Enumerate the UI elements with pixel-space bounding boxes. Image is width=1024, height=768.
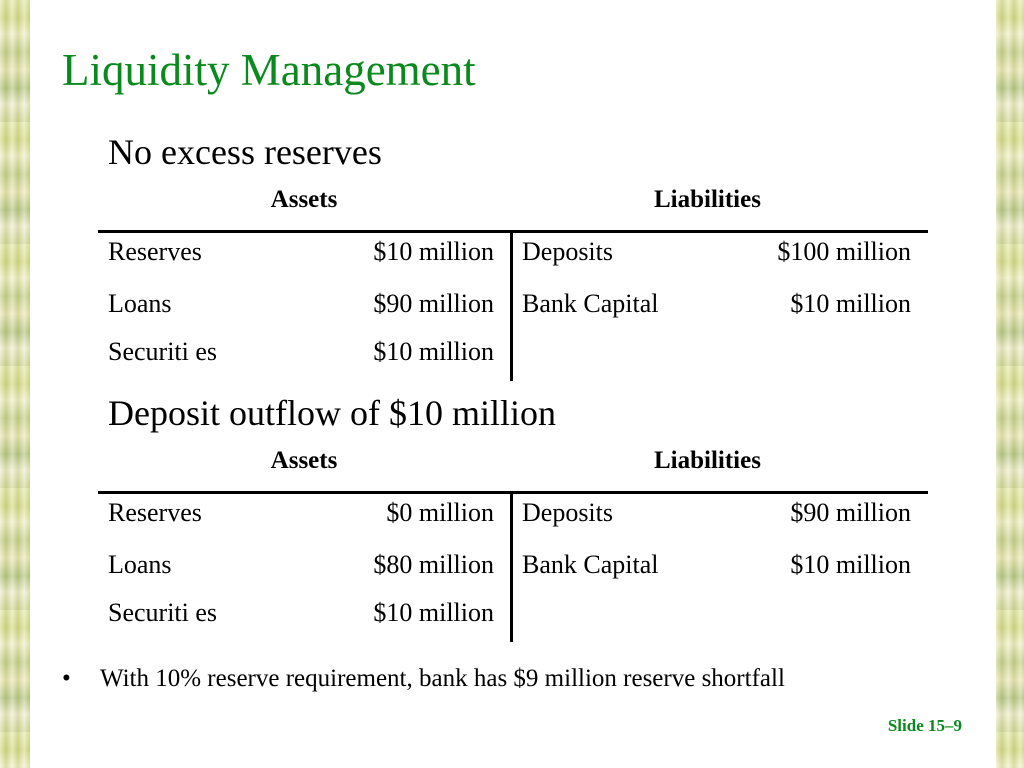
asset-label-reserves: Reserves xyxy=(108,498,202,527)
assets-header: Assets xyxy=(270,447,338,474)
bullet-text: With 10% reserve requirement, bank has $9 million reserve shortfall xyxy=(100,665,785,692)
asset-label-reserves: Reserves xyxy=(108,237,202,266)
slide-number: Slide 15–9 xyxy=(887,716,962,735)
asset-amount-reserves: $10 million xyxy=(373,237,494,266)
liability-amount-deposits: $90 million xyxy=(790,498,911,527)
liability-label-bank-capital: Bank Capital xyxy=(522,289,659,318)
asset-amount-reserves: $0 million xyxy=(386,498,494,527)
bullet-marker: • xyxy=(62,665,71,692)
t-account-vertical-rule xyxy=(510,233,513,381)
liabilities-header: Liabilities xyxy=(654,186,761,213)
t-account-body xyxy=(98,233,928,381)
t-account-deposit-outflow xyxy=(98,447,928,642)
decorative-border-right xyxy=(996,0,1024,768)
asset-amount-loans: $80 million xyxy=(373,550,494,579)
liability-label-deposits: Deposits xyxy=(522,498,613,527)
t-account-header xyxy=(98,186,928,230)
t-account-header xyxy=(98,447,928,491)
liability-amount-deposits: $100 million xyxy=(777,237,911,266)
slide-title: Liquidity Management xyxy=(62,45,476,95)
t-account-body xyxy=(98,494,928,642)
asset-label-loans: Loans xyxy=(108,550,172,579)
section-heading-no-excess-reserves: No excess reserves xyxy=(108,132,382,172)
liability-label-bank-capital: Bank Capital xyxy=(522,550,659,579)
t-account-vertical-rule xyxy=(510,494,513,642)
asset-label-securities: Securiti es xyxy=(108,337,218,366)
section-heading-deposit-outflow: Deposit outflow of $10 million xyxy=(108,393,556,433)
assets-header: Assets xyxy=(270,186,338,213)
t-account-no-excess-reserves xyxy=(98,186,928,381)
liability-label-deposits: Deposits xyxy=(522,237,613,266)
asset-label-loans: Loans xyxy=(108,289,172,318)
liability-amount-bank-capital: $10 million xyxy=(790,289,911,318)
liabilities-header: Liabilities xyxy=(654,447,761,474)
liability-amount-bank-capital: $10 million xyxy=(790,550,911,579)
asset-label-securities: Securiti es xyxy=(108,598,218,627)
decorative-border-left xyxy=(0,0,30,768)
asset-amount-securities: $10 million xyxy=(373,598,494,627)
asset-amount-securities: $10 million xyxy=(373,337,494,366)
bullet-point xyxy=(62,665,785,693)
asset-amount-loans: $90 million xyxy=(373,289,494,318)
